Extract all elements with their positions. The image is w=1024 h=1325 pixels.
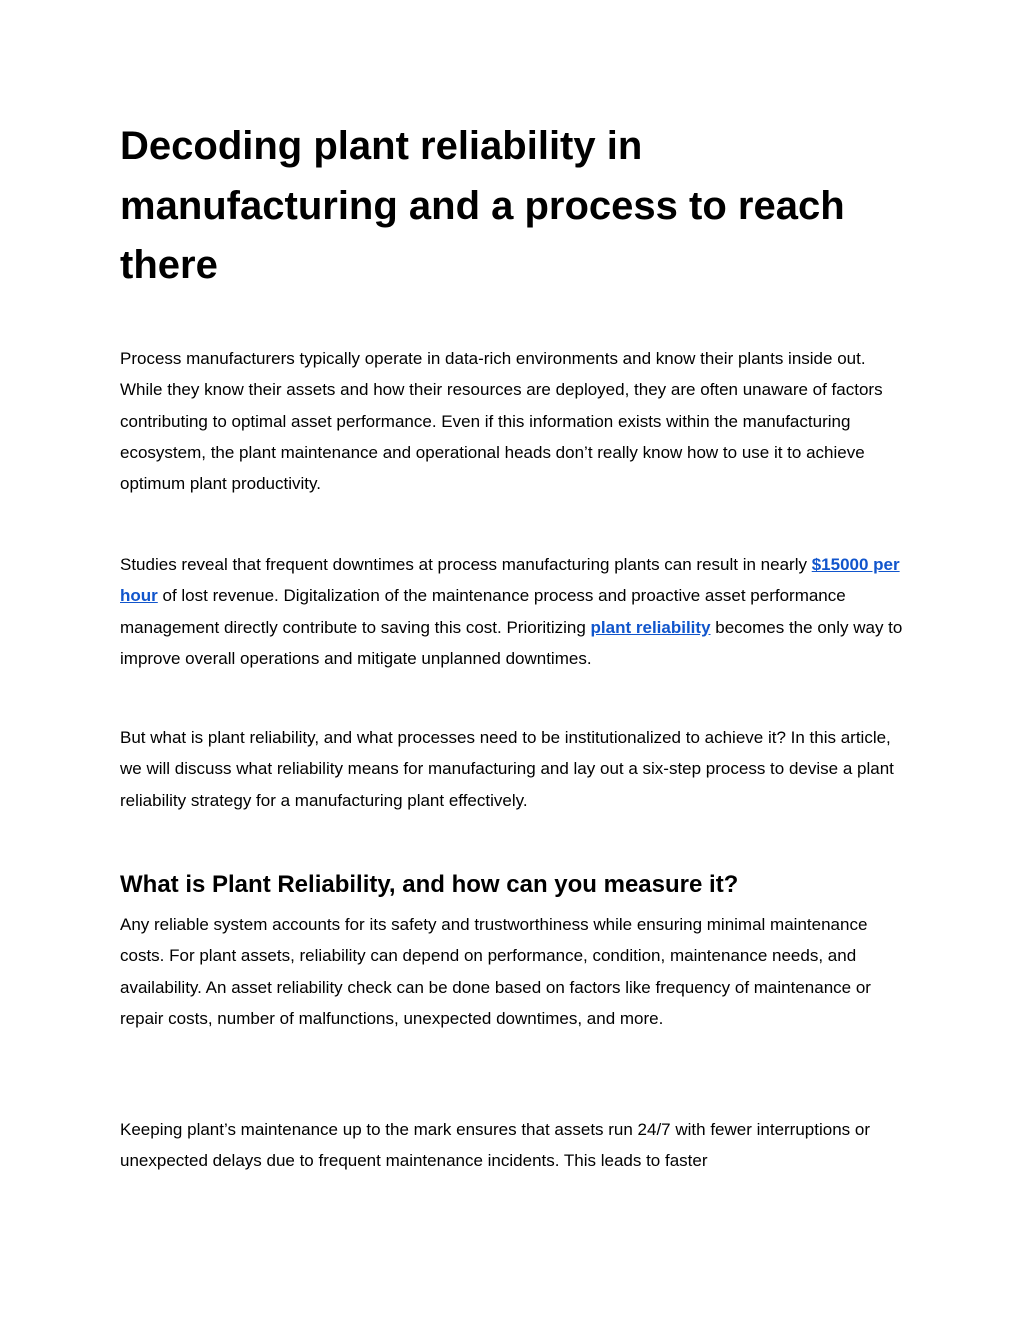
question-paragraph: But what is plant reliability, and what processes need to be institutionalized to achieve it? In this article, we will discuss what reliability means for manufacturing and lay out a six-step process to devise a plant reliability strategy for a manufacturing plant effectively.: [120, 728, 894, 810]
studies-text-2: of lost revenue. Digitalization of the maintenance process and proactive asset performance management directly contribute to saving this cost. Prioritizing: [120, 586, 846, 637]
section-paragraph-2: Keeping plant’s maintenance up to the mark ensures that assets run 24/7 with fewer interruptions or unexpected delays due to frequent maintenance incidents. This leads to faster: [120, 1120, 871, 1171]
revenue-loss-link[interactable]: $15000 per hour: [120, 555, 900, 606]
studies-paragraph: [120, 549, 910, 674]
intro-paragraph: Process manufacturers typically operate in data-rich environments and know their plants inside out. While they know their assets and how their resources are deployed, they are often unaware of factors contributing to optimal asset performance. Even if this information exists within the manufacturing ecosystem, the plant maintenance and operational heads don’t really know how to use it to achieve optimum plant productivity.: [120, 349, 883, 494]
section-paragraph-1: Any reliable system accounts for its safety and trustworthiness while ensuring minimal maintenance costs. For plant assets, reliability can depend on performance, condition, maintenance needs, and availability. An asset reliability check can be done based on factors like frequency of maintenance or repair costs, number of malfunctions, unexpected downtimes, and more.: [120, 915, 871, 1028]
studies-text-1: Studies reveal that frequent downtimes at process manufacturing plants can result in nearly: [120, 555, 812, 574]
studies-text-3: becomes the only way to improve overall operations and mitigate unplanned downtimes.: [120, 617, 903, 668]
plant-reliability-link[interactable]: plant reliability: [590, 617, 711, 637]
section-heading: What is Plant Reliability, and how can you measure it?: [120, 871, 739, 898]
document-title: Decoding plant reliability in manufacturing and a process to reach there: [120, 124, 845, 287]
